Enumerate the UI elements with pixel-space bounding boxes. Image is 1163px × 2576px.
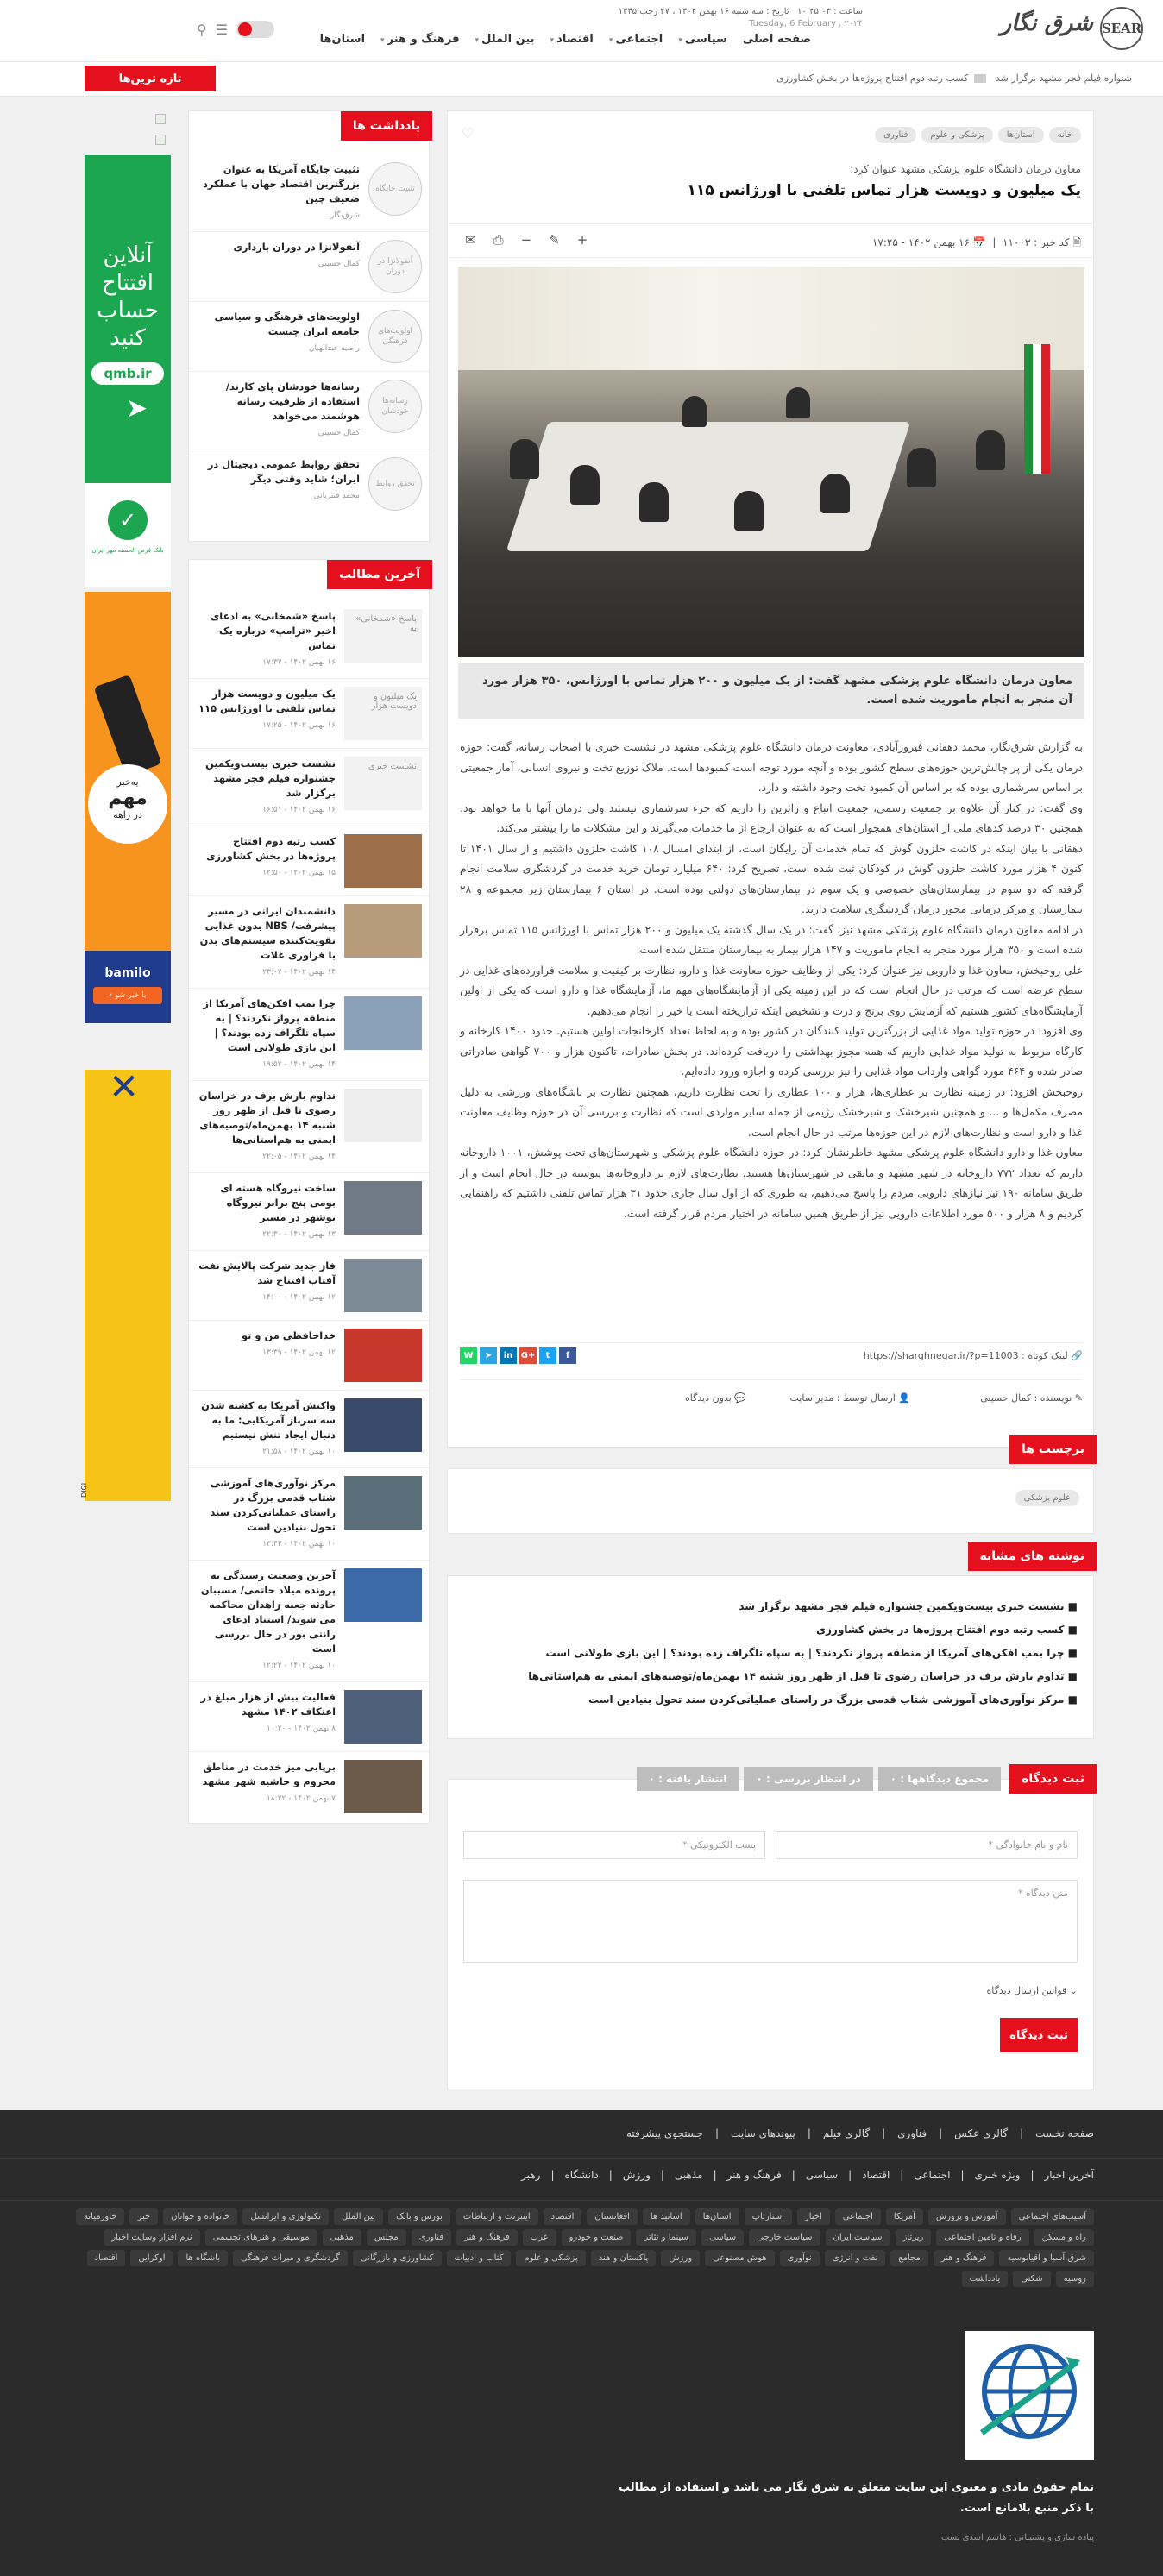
latest-date: ۱۲ بهمن ۱۴۰۲ - ۱۴:۰۰: [262, 1293, 336, 1302]
latest-title-text[interactable]: کسب رتبه دوم افتتاح پروژه‌ها در بخش کشاورزی: [206, 835, 336, 862]
author-avatar: اولویت‌های فرهنگی: [368, 310, 422, 363]
author-avatar: تثبیت جایگاه: [368, 162, 422, 216]
main-nav: [319, 33, 811, 46]
footer-tag[interactable]: نفت و انرژی: [825, 2250, 886, 2266]
latest-item[interactable]: [189, 1561, 429, 1682]
nav-culture[interactable]: فرهنگ و هنر ▾: [380, 33, 459, 46]
latest-title-text[interactable]: آخرین وضعیت رسیدگی به پرونده میلاد حاتمی/ مسببان حادثه جعبه زاهدان محاکمه می شوند/ استناد ادعای رانتی بور در حال بررسی است: [200, 1569, 336, 1655]
sender: 👤 ارسال توسط : مدیر سایت: [789, 1392, 910, 1404]
footer-tag[interactable]: پزشکی و علوم: [516, 2250, 585, 2266]
latest-title-text[interactable]: مرکز نوآوری‌های آموزشی شتاب قدمی بزرگ در راستای عملیاتی‌کردن سند تحول بنیادین است: [210, 1477, 336, 1533]
author-avatar: آنفولانزا در دوران: [368, 240, 422, 293]
check-icon: ✓: [108, 500, 148, 540]
footer-tag[interactable]: شرق آسیا و اقیانوسیه: [999, 2250, 1094, 2266]
rules-toggle[interactable]: ⌄ قوانین ارسال دیدگاه: [986, 1985, 1078, 1996]
latest-title-text[interactable]: یک میلیون و دویست هزار تماس تلفنی با اورژانس ۱۱۵: [198, 688, 336, 714]
footer-tag[interactable]: اقتصاد: [87, 2250, 126, 2266]
latest-item[interactable]: [189, 679, 429, 749]
qmb-ad-banner[interactable]: [85, 155, 171, 587]
ticker-item[interactable]: کسب رتبه دوم افتتاح پروژه‌ها در بخش کشاورزی: [776, 72, 969, 84]
related-item[interactable]: ■ چرا بمب افکن‌های آمریکا از منطقه پرواز نکردند؟ | به سپاه تلگراف زده بودند؟ | این بازی طولانی است: [545, 1647, 1078, 1659]
linkedin-icon[interactable]: in: [500, 1347, 517, 1364]
notes-list: [189, 111, 429, 518]
article-body: [460, 737, 1083, 1223]
note-author: راضیه عبدالهیان: [308, 344, 360, 353]
latest-title-text[interactable]: واکنش آمریکا به کشته شدن سه سرباز آمریکایی: ما به دنبال ایجاد تنش نیستیم: [201, 1399, 336, 1441]
footer-tag[interactable]: عرب: [523, 2229, 556, 2246]
note-item[interactable]: [189, 372, 429, 449]
thumbnail[interactable]: نشست خبری: [344, 757, 422, 810]
author: ✎ نویسنده : کمال حسینی: [980, 1392, 1083, 1404]
footer-tag[interactable]: اخبار: [797, 2208, 830, 2225]
footer-tag[interactable]: صنعت و خودرو: [562, 2229, 632, 2246]
footer-tag[interactable]: آموزش و پرورش: [928, 2208, 1006, 2225]
comment-form: [447, 1772, 1094, 2089]
digi-ad-banner[interactable]: [80, 1065, 171, 1501]
related-item[interactable]: ■ مرکز نوآوری‌های آموزشی شتاب قدمی بزرگ در راستای عملیاتی‌کردن سند تحول بنیادین است: [588, 1693, 1078, 1706]
note-title[interactable]: رسانه‌ها خودشان پای کارند/ استفاده از ظرفیت رسانه هوشمند می‌خواهد: [225, 380, 360, 422]
latest-item[interactable]: [189, 826, 429, 896]
footer-tag[interactable]: هوش مصنوعی: [705, 2250, 774, 2266]
footer-link[interactable]: آخرین اخبار: [1044, 2169, 1094, 2181]
latest-item[interactable]: [189, 1321, 429, 1391]
email-icon[interactable]: ✉: [465, 232, 476, 248]
tab-published[interactable]: انتشار یافته : ۰: [637, 1767, 739, 1791]
latest-title-text[interactable]: برپایی میز خدمت در مناطق محروم و حاشیه شهر مشهد: [202, 1761, 336, 1787]
latest-item[interactable]: [189, 989, 429, 1081]
bank-name: بانک قرض الحسنه مهر ایران: [91, 547, 164, 554]
font-increase-icon[interactable]: +: [576, 232, 588, 248]
footer-link[interactable]: سیاسی: [805, 2169, 839, 2181]
footer-tag[interactable]: اجتماعی: [835, 2208, 881, 2225]
latest-date: ۱۲ بهمن ۱۴۰۲ - ۱۳:۳۹: [262, 1348, 336, 1357]
doc-icon: 🗎: [1072, 236, 1081, 248]
bamilo-footer: [85, 951, 171, 1023]
footer-tag[interactable]: مذهبی: [323, 2229, 361, 2246]
latest-widget: [188, 559, 430, 1824]
note-author: محمد قنبریانی: [313, 492, 360, 500]
paragraph: در ادامه معاون درمان دانشگاه علوم پزشکی مشهد نیز، گفت: در یک سال گذشته یک میلیون و ۲۰۰ هزار تماس با اورژانس ۱۱۵ تماس برقرار شده است و ۳۵۰ هزار مورد منجر به انجام ماموریت و ۱۴۷ هزار بیمار به بیمارستان منتقل شده است.: [460, 922, 1083, 956]
header-tools: [197, 21, 274, 38]
footer-tag[interactable]: کتاب و ادبیات: [447, 2250, 512, 2266]
ad-brand: DIGI: [80, 1482, 88, 1498]
email-field[interactable]: پست الکترونیکی *: [463, 1831, 765, 1859]
nav-social[interactable]: اجتماعی ▾: [609, 33, 663, 46]
tab-total[interactable]: مجموع دیدگاهها : ۰: [878, 1767, 1001, 1791]
paragraph: معاون غذا و دارو دانشگاه علوم پزشکی مشهد خاطرنشان کرد: در حوزه دانشگاه علوم پزشکی و شهرستان‌های تحت پوشش، ۱۰۰۱ داروخانه داریم که تعداد ۷۷۲ داروخانه در شهر مشهد و مابقی در شهرستان‌ها هستند. نظارت‌های لازم بر داروخانه‌ها پیوسته در حال انجام است و از طریق سامانه ۱۹۰ نیز نیازهای دارویی مردم را پاسخ می‌دهیم، به طوری که از اول سال جاری حدود ۳۱ هزار تماس تلفنی داشتیم که راهنمایی کردیم و ۸ هزار و ۵۰۰ مورد اطلاعات دارویی نیز از طریق همین سامانه در اختیار مردم قرار گرفته است.: [460, 1146, 1083, 1220]
footer-tag[interactable]: راه و مسکن: [1034, 2229, 1094, 2246]
footer-link[interactable]: ویژه خبری: [974, 2169, 1021, 2181]
submit-comment-button[interactable]: ثبت دیدگاه: [1000, 2018, 1078, 2052]
thumbnail[interactable]: [344, 996, 422, 1050]
footer-link[interactable]: دانشگاه: [564, 2169, 599, 2181]
notes-widget: [188, 110, 430, 542]
latest-date: ۱۴ بهمن ۱۴۰۲ - ۲۳:۰۷: [262, 968, 336, 977]
author-avatar: رسانه‌ها خودشان: [368, 380, 422, 433]
thumbnail[interactable]: [344, 1690, 422, 1744]
footer-tag[interactable]: شکنی: [1013, 2271, 1050, 2287]
latest-date: ۱۳ بهمن ۱۴۰۲ - ۲۲:۳۰: [262, 1230, 336, 1239]
footer-tag[interactable]: پاکستان و هند: [591, 2250, 657, 2266]
breadcrumb-item[interactable]: پزشکی و علوم: [921, 127, 992, 143]
footer-links-cats: آخرین اخبار | ویژه خبری | اجتماعی | اقتصاد | سیاسی | فرهنگ و هنر | مذهبی | ورزش | دانشگاه | رهبر: [521, 2169, 1094, 2181]
note-item[interactable]: [189, 449, 429, 518]
image-icon: [974, 74, 986, 83]
logo-mark: SEAR: [1100, 7, 1143, 50]
thumbnail[interactable]: [344, 904, 422, 958]
latest-title-text[interactable]: پاسخ «شمخانی» به ادعای اخیر «ترامپ» درباره یک تماس: [210, 610, 336, 651]
latest-item[interactable]: [189, 1081, 429, 1173]
site-footer: [0, 2110, 1163, 2576]
footer-link[interactable]: صفحه نخست: [1035, 2127, 1094, 2139]
thumbnail[interactable]: [344, 834, 422, 888]
thumbnail[interactable]: پاسخ «شمخانی» به: [344, 609, 422, 663]
calendar-icon: 📅: [972, 236, 986, 248]
footer-tag[interactable]: نوآوری: [780, 2250, 820, 2266]
footer-tag[interactable]: مجلس: [367, 2229, 406, 2246]
image-caption: معاون درمان دانشگاه علوم پزشکی مشهد گفت: از یک میلیون و ۲۰۰ هزار تماس با اورژانس، ۳۵۰ هزار مورد آن منجر به انجام ماموریت شده است.: [458, 663, 1084, 719]
facebook-icon[interactable]: f: [559, 1347, 576, 1364]
tags-title: برچسب ها: [1009, 1435, 1097, 1464]
latest-item[interactable]: [189, 1391, 429, 1468]
bamilo-ad-banner[interactable]: [85, 592, 171, 1023]
tab-pending[interactable]: در انتظار بررسی : ۰: [744, 1767, 872, 1791]
latest-title-text[interactable]: چرا بمب افکن‌های آمریکا از منطقه پرواز نکردند؟ | به سپاه تلگراف زده بودند؟ | این بازی طولانی است: [203, 997, 336, 1053]
note-item[interactable]: [189, 154, 429, 232]
footer-link[interactable]: اقتصاد: [862, 2169, 890, 2181]
latest-item[interactable]: [189, 1468, 429, 1561]
thumbnail[interactable]: [344, 1760, 422, 1813]
footer-tag[interactable]: استان‌ها: [695, 2208, 739, 2225]
ad-placeholder: [155, 114, 166, 124]
footer-link[interactable]: گالری عکس: [954, 2127, 1009, 2139]
nav-economy[interactable]: اقتصاد ▾: [550, 33, 594, 46]
note-title[interactable]: تثبیت جایگاه آمریکا به عنوان بزرگترین اقتصاد جهان با عملکرد ضعیف چین: [203, 163, 360, 204]
thumbnail[interactable]: [344, 1568, 422, 1622]
latest-title: آخرین مطالب: [327, 560, 432, 589]
latest-title-text[interactable]: فعالیت بیش از هزار مبلغ در اعتکاف ۱۴۰۲ مشهد: [200, 1691, 336, 1718]
thumbnail[interactable]: [344, 1398, 422, 1452]
latest-date: ۱۶ بهمن ۱۴۰۲ - ۱۶:۵۱: [262, 806, 336, 814]
footer-tag[interactable]: فرهنگ و هنر: [456, 2229, 518, 2246]
breadcrumb-item[interactable]: فناوری: [875, 127, 916, 143]
note-title[interactable]: اولویت‌های فرهنگی و سیاسی جامعه ایران چیست: [214, 311, 360, 337]
paragraph: دهقانی با بیان اینکه در کاشت حلزون گوش که تمام خدمات آن رایگان است، از ابتدای امسال ۱۰۸ کاشت حلزون داشتیم و از سال ۱۴۰۱ تا کنون ۴ هزار مورد کاشت حلزون گوش در کودکان ثبت شده است، تصریح کرد: ۶۴۰ میلیارد تومان خرید خدمت در گردشگری سلامت انجام گرفته که دو سوم در بیمارستان‌های خصوصی و یک سوم در بیمارستان‌های دولتی بوده است. در استان ۶ بیمارستان زیر مجموعه و ۲۸ بیمارستان و مرکز درمانی مجوز درمان گردشگری سلامت دارند.: [460, 841, 1084, 915]
ticker-label: تازه ترین‌ها: [85, 66, 216, 91]
clock: ۱۰:۲۵:۰۳: [797, 7, 832, 16]
footer-tag[interactable]: افغانستان: [587, 2208, 638, 2225]
short-link: 🔗 لینک کوتاه : https://sharghnegar.ir/?p=11003: [863, 1350, 1083, 1361]
latest-date: ۷ بهمن ۱۴۰۲ - ۱۸:۲۲: [267, 1794, 336, 1803]
comment-textarea[interactable]: متن دیدگاه *: [463, 1880, 1078, 1963]
notes-title: یادداشت ها: [341, 111, 432, 141]
article-tools: [465, 232, 588, 248]
latest-date: ۱۰ بهمن ۱۴۰۲ - ۲۱:۵۸: [262, 1448, 336, 1456]
latest-item[interactable]: [189, 1682, 429, 1752]
credit: پیاده سازی و پشتیبانی : هاشم اسدی نسب: [940, 2533, 1094, 2542]
related-item[interactable]: ■ نشست خبری بیست‌ویکمین جشنواره فیلم فجر مشهد برگزار شد: [739, 1600, 1078, 1612]
footer-tag[interactable]: خاورمیانه: [76, 2208, 124, 2225]
date-label: تاریخ :: [766, 7, 789, 16]
ticker-item[interactable]: شنواره فیلم فجر مشهد برگزار شد: [995, 72, 1132, 84]
telegram-icon[interactable]: ➤: [480, 1347, 497, 1364]
bank-logo: [85, 483, 171, 587]
googleplus-icon[interactable]: G+: [519, 1347, 537, 1364]
latest-date: ۱۴ بهمن ۱۴۰۲ - ۲۲:۰۵: [262, 1153, 336, 1161]
footer-tag[interactable]: خبر: [129, 2208, 158, 2225]
latest-date: ۱۰ بهمن ۱۴۰۲ - ۱۳:۴۴: [262, 1540, 336, 1549]
nav-home[interactable]: صفحه اصلی: [742, 33, 811, 46]
nav-international[interactable]: بین الملل ▾: [475, 33, 534, 46]
footer-tag[interactable]: اقتصاد: [544, 2208, 582, 2225]
note-item[interactable]: [189, 302, 429, 372]
logo-text: شرق نگار: [1000, 10, 1093, 36]
footer-link[interactable]: گالری فیلم: [822, 2127, 871, 2139]
footer-tag[interactable]: سیاسی: [701, 2229, 744, 2246]
ticker-items: [776, 72, 1132, 84]
article-date: ۱۶ بهمن ۱۴۰۲ - ۱۷:۲۵: [871, 236, 971, 248]
ad-bubble: یه‌خبر مهم در راهه: [88, 764, 167, 844]
footer-tag[interactable]: ورزش: [661, 2250, 700, 2266]
latest-item[interactable]: [189, 749, 429, 826]
footer-tag[interactable]: سیاست ایران: [826, 2229, 890, 2246]
related-item[interactable]: ■ کسب رتبه دوم افتتاح پروژه‌ها در بخش کشاورزی: [816, 1624, 1078, 1636]
ad-placeholder: [155, 135, 166, 145]
social-share: [460, 1347, 576, 1364]
flag-icon: [1024, 344, 1050, 474]
latest-item[interactable]: [189, 601, 429, 679]
globe-logo-icon: [965, 2331, 1094, 2460]
bamilo-cta[interactable]: با خبر شو ›: [93, 987, 162, 1004]
footer-link[interactable]: اجتماعی: [914, 2169, 951, 2181]
cursor-icon: ➤: [126, 393, 148, 424]
latest-date: ۸ بهمن ۱۴۰۲ - ۱۰:۲۰: [267, 1725, 336, 1733]
thumbnail[interactable]: [344, 1259, 422, 1312]
footer-link[interactable]: ورزش: [622, 2169, 651, 2181]
short-link-url[interactable]: https://sharghnegar.ir/?p=11003: [863, 1350, 1019, 1361]
breadcrumb-home[interactable]: خانه: [1049, 127, 1081, 143]
footer-links-top: صفحه نخست | گالری عکس | فناوری | گالری فیلم | پیوندهای سایت | جستجوی پیشرفته: [626, 2127, 1094, 2139]
latest-date: ۱۵ بهمن ۱۴۰۲ - ۱۲:۵۰: [262, 869, 336, 877]
footer-tag[interactable]: آسیب‌های اجتماعی: [1011, 2208, 1094, 2225]
latest-date: ۱۰ بهمن ۱۴۰۲ - ۱۲:۲۲: [262, 1662, 336, 1670]
chevron-down-icon: ⌄: [1069, 1985, 1078, 1996]
note-author: کمال حسینی: [317, 260, 360, 268]
tag-chip[interactable]: علوم پزشکی: [1015, 1490, 1079, 1506]
nav-provinces[interactable]: استان‌ها: [319, 33, 366, 46]
latest-title-text[interactable]: دانشمندان ایرانی در مسیر پیشرفت/ NBS بدون غذایی تقویت‌کننده سیستم‌های بدن با فراوری غلات: [199, 905, 336, 961]
footer-tag[interactable]: تکنولوژی و ایرانسل: [242, 2208, 329, 2225]
footer-tag[interactable]: ریزتاز: [896, 2229, 932, 2246]
paragraph: وی افزود: در حوزه تولید مواد غذایی از بزرگترین تولید کنندگان در کشور بوده و به لحاظ تعداد کارخانجات اولین هستیم. حدود ۱۴۰۰ کارخانه و کارگاه مربوط به تولید مواد غذایی داریم که همه مجوز بهداشتی را دریافت کرده‌اند. در بخش صادرات، تاکنون هزار و ۷۰۰ گواهی صادراتی صادر شده و ۴۶۴ مورد گواهی واردات مواد غذایی را نیز بررسی کرده و اجازه ورود داده‌ایم.: [460, 1024, 1084, 1078]
footer-link[interactable]: فناوری: [897, 2127, 927, 2139]
related-item[interactable]: ■ تداوم بارش برف در خراسان رضوی تا قبل از ظهر روز شنبه ۱۴ بهمن‌ماه/توصیه‌های ایمنی به هم‌استانی‌ها: [528, 1670, 1078, 1682]
footer-link[interactable]: پیوندهای سایت: [731, 2127, 795, 2139]
bamilo-logo: bamilo: [104, 966, 151, 980]
footer-tag[interactable]: سینما و تئاتر: [636, 2229, 696, 2246]
thumbnail[interactable]: [344, 1329, 422, 1382]
latest-date: ۱۶ بهمن ۱۴۰۲ - ۱۷:۲۵: [262, 721, 336, 730]
footer-tag[interactable]: نرم افزار وسایت اخبار: [104, 2229, 199, 2246]
footer-logo: [965, 2331, 1094, 2460]
nav-politics[interactable]: سیاسی ▾: [678, 33, 727, 46]
paragraph: وی گفت: در کنار آن علاوه بر جمعیت رسمی، جمعیت اتباع و زائرین را داریم که جزء سرشماری نیستند ولی درمان آنها با ما خواهد بود. همچنین ۳۰ درصد کدهای ملی از استان‌های همجوار است که به عنوان ارجاع از ما خدمات می‌گیرند و این مشکلات ما را بیشتر می‌کند.: [460, 801, 1083, 834]
article-lead: معاون درمان دانشگاه علوم پزشکی مشهد عنوان کرد:: [850, 163, 1081, 175]
menu-icon[interactable]: ☰: [215, 21, 229, 38]
latest-item[interactable]: [189, 1752, 429, 1821]
paragraph: به گزارش شرق‌نگار، محمد دهقانی فیروزآبادی، معاونت درمان دانشگاه علوم پزشکی مشهد در نشست خبری با اصحاب رسانه، گفت: حوزه درمان یکی از پر چالش‌ترین حوزه‌های سطح کشور بوده و آنچه مورد توجه است کمبودها است. ملاک توزیع تخت و نیروی انسانی، آمار جمعیتی بر اساس سرشماری بوده که بر اساس آن کمبود تخت وجود داشته و دارد.: [460, 740, 1083, 794]
edit-icon[interactable]: ✎: [549, 232, 560, 248]
footer-tag[interactable]: رفاه و تامین اجتماعی: [936, 2229, 1028, 2246]
heart-icon[interactable]: ♡: [462, 125, 475, 141]
news-code: 🗎 کد خبر : ۱۱۰۰۳ | 📅 ۱۶ بهمن ۱۴۰۲ - ۱۷:۲۵: [871, 236, 1081, 248]
date-line: ساعت : ۱۰:۲۵:۰۳ تاریخ : سه شنبه ۱۶ بهمن ۱۴۰۲ ، ۲۷ رجب ۱۴۴۵: [618, 7, 863, 16]
article-card: [447, 110, 1094, 1448]
article-meta-bar: [446, 223, 1093, 258]
news-ticker: [0, 62, 1163, 97]
print-icon[interactable]: ⎙: [493, 232, 504, 248]
note-title[interactable]: آنفولانزا در دوران بارداری: [233, 241, 360, 253]
comments-count[interactable]: 💬 بدون دیدگاه: [684, 1392, 746, 1404]
latest-item[interactable]: [189, 1251, 429, 1321]
article-title: یک میلیون و دویست هزار تماس تلفنی با اورژانس ۱۱۵: [687, 182, 1081, 199]
latest-date: ۱۶ بهمن ۱۴۰۲ - ۱۷:۳۷: [262, 658, 336, 667]
latest-title-text[interactable]: ساخت نیروگاه هسته ای بومی پنج برابر نیروگاه بوشهر در مسیر: [220, 1182, 336, 1223]
phone-icon: [94, 675, 162, 776]
footer-tag[interactable]: اوکراین: [130, 2250, 173, 2266]
footer-tag[interactable]: روسیه: [1056, 2271, 1094, 2287]
related-widget: [447, 1549, 1094, 1739]
font-decrease-icon[interactable]: −: [520, 232, 532, 248]
footer-tag[interactable]: فناوری: [412, 2229, 451, 2246]
footer-tag[interactable]: بین الملل: [334, 2208, 383, 2225]
footer-tag[interactable]: خانواده و جوانان: [163, 2208, 237, 2225]
ad-domain: qmb.ir: [91, 362, 164, 385]
latest-title-text[interactable]: فاز جدید شرکت پالایش نفت آفتاب افتتاح شد: [198, 1260, 336, 1286]
x-logo-icon: ✕: [109, 1065, 140, 1108]
author-avatar: تحقق روابط: [368, 457, 422, 511]
footer-tag[interactable]: موسیقی و هنرهای تجسمی: [205, 2229, 317, 2246]
tags-widget: [447, 1442, 1094, 1534]
paragraph: روحبخش افزود: در زمینه نظارت بر عطاری‌ها، هزار و ۱۰۰ عطاری را تحت نظارت داریم، همچنین نظارت بر باشگاه‌های ورزشی به دلیل مصرف مکمل‌ها و ... و همچنین شیرخشک و شیرخشک رژیمی از جمله سایر مواردی است که نظارت و بررسی آن در حوزه وظایف معاونت غذا و دارو است و نظارت‌های لازم در این حوزه‌ها مرتب در حال انجام است.: [460, 1084, 1083, 1139]
thumbnail[interactable]: [344, 1181, 422, 1235]
latest-item[interactable]: [189, 896, 429, 989]
thumbnail[interactable]: [344, 1089, 422, 1142]
footer-link[interactable]: مذهبی: [674, 2169, 703, 2181]
comment-header: [632, 1764, 1097, 1794]
latest-title-text[interactable]: تداوم بارش برف در خراسان رضوی تا قبل از ظهر روز شنبه ۱۴ بهمن‌ماه/توصیه‌های ایمنی به هم‌استانی‌ها: [198, 1090, 336, 1146]
footer-tag[interactable]: اساتید ها: [643, 2208, 690, 2225]
latest-title-text[interactable]: خداحافظی من و تو: [242, 1329, 336, 1341]
latest-title-text[interactable]: نشست خبری بیست‌ویکمین جشنواره فیلم فجر مشهد برگزار شد: [205, 757, 336, 799]
breadcrumb-item[interactable]: استان‌ها: [998, 127, 1044, 143]
related-title: نوشته های مشابه: [968, 1542, 1097, 1571]
comment-title: ثبت دیدگاه: [1009, 1764, 1097, 1794]
footer-link[interactable]: جستجوی پیشرفته: [626, 2127, 703, 2139]
whatsapp-icon[interactable]: W: [460, 1347, 477, 1364]
dark-mode-toggle[interactable]: [236, 21, 274, 38]
note-title[interactable]: تحقق روابط عمومی دیجیتال در ایران؛ شاید وقتی دیگر: [207, 458, 360, 485]
author-bar: [460, 1379, 1083, 1414]
twitter-icon[interactable]: t: [539, 1347, 556, 1364]
footer-tag[interactable]: مجامع: [890, 2250, 928, 2266]
share-bar: [460, 1342, 1083, 1368]
footer-tag[interactable]: یادداشت: [962, 2271, 1009, 2287]
thumbnail[interactable]: [344, 1476, 422, 1530]
date-hijri: ۲۷ رجب ۱۴۴۵: [618, 7, 670, 16]
name-field[interactable]: نام و نام خانوادگی *: [776, 1831, 1078, 1859]
footer-tag[interactable]: استارتاپ: [745, 2208, 792, 2225]
breadcrumb: [870, 127, 1081, 143]
latest-list: [189, 560, 429, 1821]
ad-headline: آنلاین افتتاح حساب کنید: [97, 242, 159, 351]
date-en: Tuesday, 6 February , ۲۰۲۴: [749, 19, 863, 28]
note-author: شرق‌نگار: [330, 211, 360, 220]
note-author: کمال حسینی: [317, 429, 360, 437]
footer-tag[interactable]: آمریکا: [886, 2208, 923, 2225]
footer-tag-cloud: [69, 2208, 1094, 2287]
footer-tag[interactable]: باشگاه ها: [178, 2250, 228, 2266]
note-item[interactable]: [189, 232, 429, 302]
search-icon[interactable]: ⚲: [197, 21, 207, 38]
clock-label: ساعت :: [833, 7, 863, 16]
site-logo[interactable]: [996, 5, 1143, 57]
related-list: [448, 1576, 1093, 1712]
paragraph: علی روحبخش، معاون غذا و دارویی نیز عنوان کرد: یکی از وظایف حوزه معاونت غذا و دارو، نظارت بر کیفیت و سلامت فراورده‌های غذایی در سطح عرضه است که مرتب در حال انجام است که در این زمینه یکی از آزمایشگاه‌های مهم ما، آزمایشگاه غذا و دارو است که یکی از اولین آزمایشگاه‌های کشور هستیم که آزمایش روی برنج و درت و تشخیص اینکه تراریخته است یا خیر را انجام می‌دهیم.: [459, 963, 1083, 1017]
footer-tag[interactable]: کشاورزی و بازرگانی: [353, 2250, 442, 2266]
footer-tag[interactable]: فرهنگ و هنر: [934, 2250, 995, 2266]
footer-link[interactable]: فرهنگ و هنر: [726, 2169, 782, 2181]
latest-date: ۱۴ بهمن ۱۴۰۲ - ۱۹:۵۳: [262, 1060, 336, 1069]
article-image: [458, 267, 1084, 657]
footer-tag[interactable]: بورس و بانک: [388, 2208, 450, 2225]
footer-link[interactable]: رهبر: [521, 2169, 541, 2181]
latest-item[interactable]: [189, 1173, 429, 1251]
footer-tag[interactable]: سیاست خارجی: [749, 2229, 820, 2246]
footer-tag[interactable]: اینترنت و ارتباطات: [456, 2208, 538, 2225]
footer-tag[interactable]: گردشگری و میراث فرهنگی: [233, 2250, 348, 2266]
date-fa: سه شنبه ۱۶ بهمن ۱۴۰۲: [677, 7, 764, 16]
link-icon: 🔗: [1071, 1350, 1083, 1361]
thumbnail[interactable]: یک میلیون و دویست هزار: [344, 687, 422, 740]
copyright: تمام حقوق مادی و معنوی این سایت متعلق به شرق نگار می باشد و استفاده از مطالب با ذکر منبع بلامانع است.: [618, 2481, 1094, 2515]
site-header: [0, 0, 1163, 62]
